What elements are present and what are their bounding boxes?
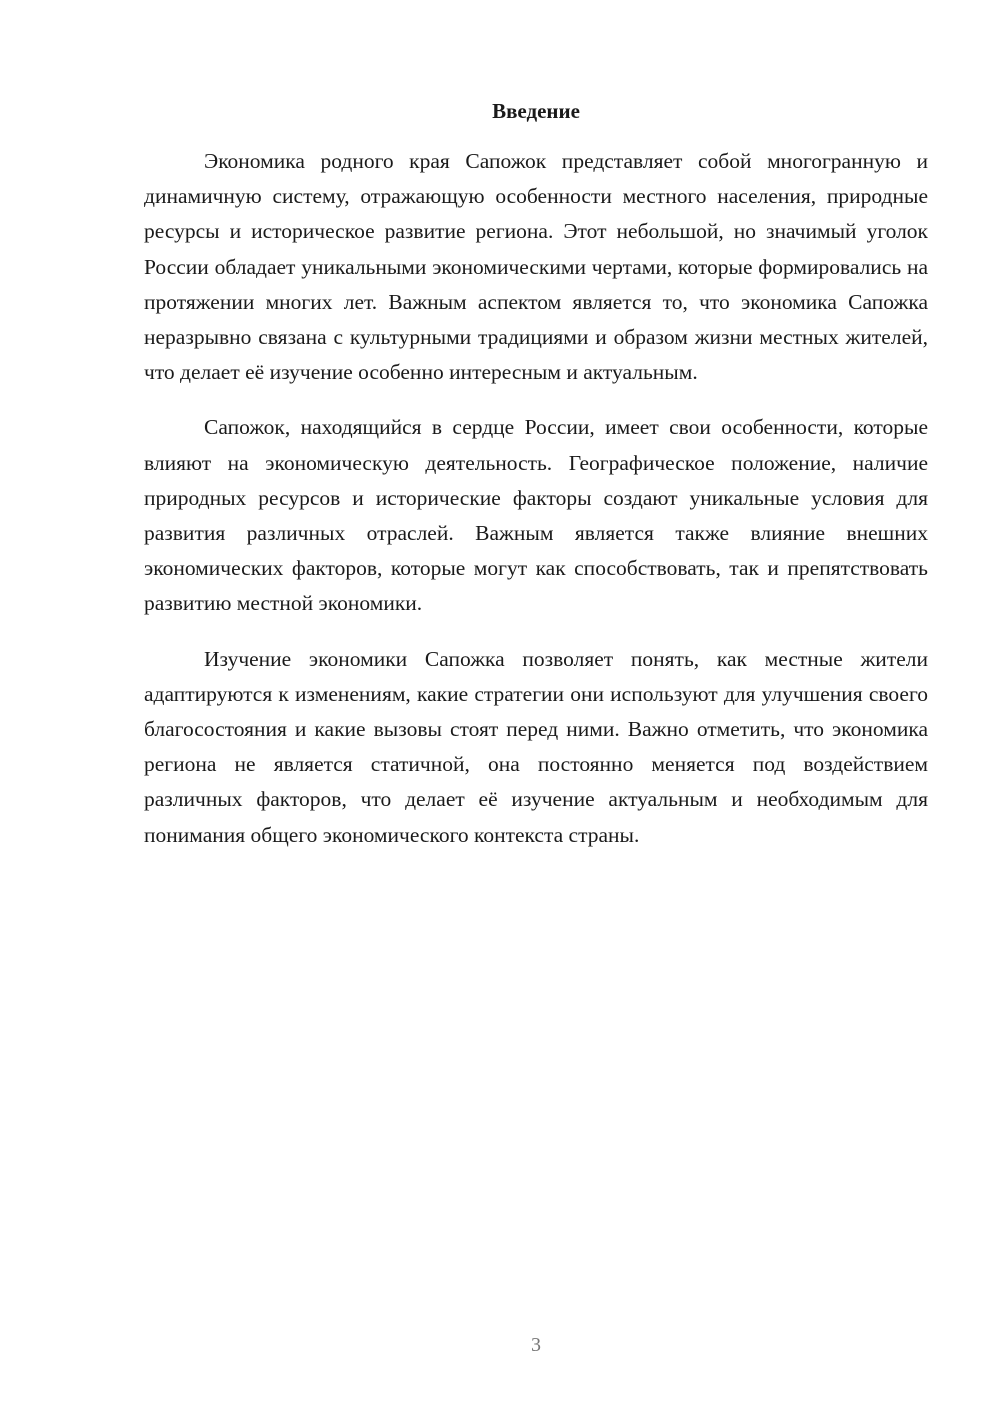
section-heading: Введение <box>492 99 580 123</box>
paragraph-1: Экономика родного края Сапожок представляет собой многогранную и динамичную систему, отражающую особенности местного населения, природные ресурсы и историческое развитие региона. Этот небольшой, но значимый уголок России обладает уникальными экономическими чертами, которые формировались на протяжении многих лет. Важным аспектом является то, что экономика Сапожка неразрывно связана с культурными традициями и образом жизни местных жителей, что делает её изучение особенно интересным и актуальным. <box>144 149 928 385</box>
paragraph-2: Сапожок, находящийся в сердце России, имеет свои особенности, которые влияют на экономическую деятельность. Географическое положение, наличие природных ресурсов и исторические факторы создают уникальные условия для развития различных отраслей. Важным является также влияние внешних экономических факторов, которые могут как способствовать, так и препятствовать развитию местной экономики. <box>144 415 928 616</box>
paragraph-3: Изучение экономики Сапожка позволяет понять, как местные жители адаптируются к изменениям, какие стратегии они используют для улучшения своего благосостояния и какие вызовы стоят перед ними. Важно отметить, что экономика региона не является статичной, она постоянно меняется под воздействием различных факторов, что делает её изучение актуальным и необходимым для понимания общего экономического контекста страны. <box>144 646 928 847</box>
body-text <box>144 144 928 873</box>
page-number: 3 <box>531 1334 541 1356</box>
